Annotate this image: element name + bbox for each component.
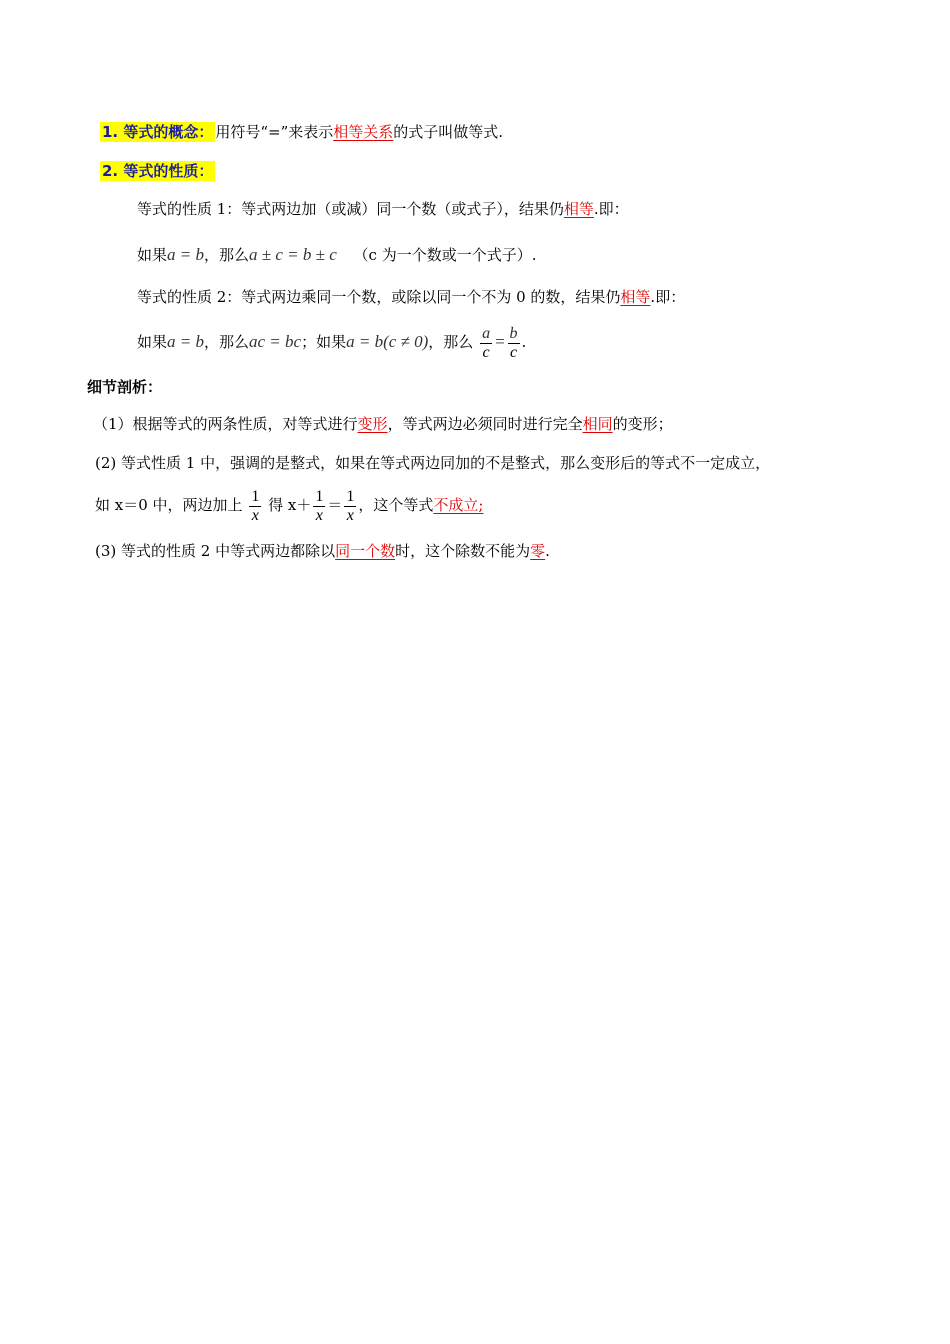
period: . bbox=[521, 333, 527, 351]
fraction-numerator: 1 bbox=[315, 487, 324, 505]
detail-3-line bbox=[95, 540, 550, 562]
fraction-denominator: c bbox=[509, 343, 518, 361]
then-text: ，那么 bbox=[204, 246, 250, 264]
fraction-1-over-x bbox=[344, 488, 356, 525]
property-2-text: 等式的性质 2：等式两边乘同一个数，或除以同一个不为 0 的数，结果仍 bbox=[137, 288, 621, 306]
fraction-numerator: 1 bbox=[346, 487, 355, 505]
detail-3-keyword-2: 零 bbox=[530, 542, 546, 560]
fraction-denominator: x bbox=[251, 506, 259, 524]
detail-2-text-3: ，这个等式 bbox=[358, 496, 434, 514]
detail-2-text-1: 如 x＝0 中，两边加上 bbox=[95, 496, 243, 514]
property-heading bbox=[100, 160, 215, 182]
property-label: 2. 等式的性质： bbox=[102, 162, 214, 180]
detail-title: 细节剖析： bbox=[87, 378, 163, 396]
then-text-2: ，那么 bbox=[428, 333, 474, 351]
fraction-numerator: 1 bbox=[251, 487, 260, 505]
detail-3-text-1: (3) 等式的性质 2 中等式两边都除以 bbox=[95, 542, 336, 560]
detail-2-line-1: (2) 等式性质 1 中，强调的是整式，如果在等式两边同加的不是整式，那么变形后的等式不一定成立， bbox=[95, 454, 771, 472]
formula-a-eq-b: a = b bbox=[167, 332, 204, 351]
fraction-denominator: c bbox=[482, 343, 490, 361]
property-1-formula bbox=[137, 244, 536, 266]
formula-c-nonzero: a = b(c ≠ 0) bbox=[346, 332, 429, 351]
fraction-numerator: a bbox=[482, 324, 491, 342]
detail-1-text-3: 的变形； bbox=[612, 415, 673, 433]
concept-line bbox=[100, 121, 503, 143]
formula-note: （c 为一个数或一个式子）. bbox=[353, 246, 537, 264]
property-2-keyword: 相等 bbox=[620, 288, 651, 306]
fraction-denominator: x bbox=[315, 506, 323, 524]
fraction-1-over-x bbox=[249, 488, 261, 525]
if-text: 如果 bbox=[137, 333, 168, 351]
concept-keyword: 相等关系 bbox=[333, 123, 394, 141]
then-text: ，那么 bbox=[204, 333, 250, 351]
detail-1-keyword-2: 相同 bbox=[582, 415, 613, 433]
fraction-1-over-x bbox=[313, 488, 325, 525]
detail-3-keyword-1: 同一个数 bbox=[335, 542, 396, 560]
equals-sign: = bbox=[494, 332, 506, 351]
property-2-tail: .即： bbox=[650, 288, 686, 306]
fraction-a-over-c bbox=[480, 325, 492, 362]
detail-2-line-2 bbox=[95, 485, 483, 525]
detail-3-text-2: 时，这个除数不能为 bbox=[395, 542, 531, 560]
detail-1-line bbox=[93, 413, 673, 435]
formula-a-eq-b: a = b bbox=[167, 245, 204, 264]
fraction-numerator: b bbox=[509, 324, 518, 342]
formula-ac-eq-bc: ac = bc bbox=[249, 332, 302, 351]
detail-1-text-2: ，等式两边必须同时进行完全 bbox=[387, 415, 583, 433]
semicolon-if-text: ；如果 bbox=[301, 333, 347, 351]
property-1-line bbox=[137, 198, 629, 220]
property-1-keyword: 相等 bbox=[563, 200, 594, 218]
property-2-line bbox=[137, 286, 685, 308]
formula-add-sub: a ± c = b ± c bbox=[249, 245, 337, 264]
equals-sign: ＝ bbox=[327, 496, 343, 514]
concept-label: 1. 等式的概念： bbox=[102, 123, 214, 141]
concept-text-2: 的式子叫做等式. bbox=[393, 123, 504, 141]
detail-1-text-1: （1）根据等式的两条性质，对等式进行 bbox=[93, 415, 358, 433]
detail-3-text-3: . bbox=[545, 542, 550, 560]
detail-1-keyword-1: 变形 bbox=[357, 415, 388, 433]
if-text: 如果 bbox=[137, 246, 168, 264]
detail-2-text-2: 得 x＋ bbox=[268, 496, 312, 514]
concept-text-1: 用符号“=”来表示 bbox=[215, 123, 334, 141]
property-1-tail: .即： bbox=[593, 200, 629, 218]
detail-2-keyword: 不成立; bbox=[433, 496, 484, 514]
property-2-formula bbox=[137, 322, 526, 362]
fraction-b-over-c bbox=[508, 325, 520, 362]
fraction-denominator: x bbox=[346, 506, 354, 524]
property-1-text: 等式的性质 1：等式两边加（或减）同一个数（或式子），结果仍 bbox=[137, 200, 564, 218]
